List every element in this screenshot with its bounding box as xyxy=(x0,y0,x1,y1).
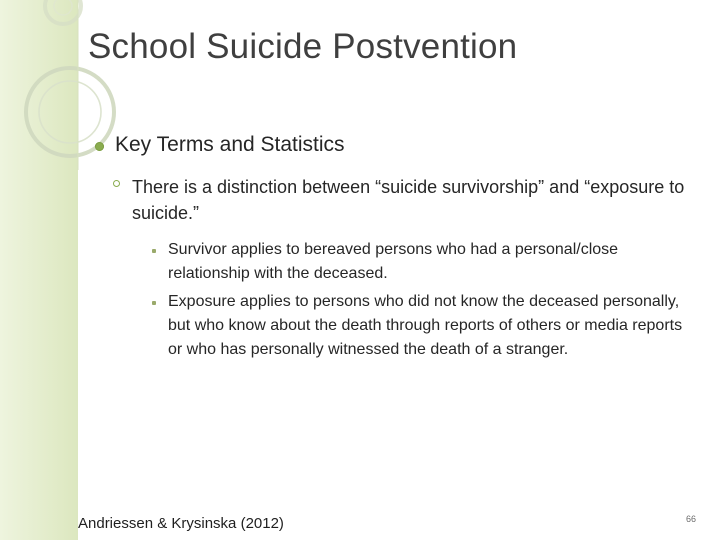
survivor-definition-text: Survivor applies to bereaved persons who had a personal/close relationship with the deceased. xyxy=(168,241,619,282)
page-number: 66 xyxy=(685,514,696,524)
citation: Andriessen & Krysinska (2012) xyxy=(78,515,284,532)
slide-content xyxy=(95,130,695,366)
slide-title: School Suicide Postvention xyxy=(88,27,518,66)
level-two-bullet xyxy=(113,174,717,226)
key-terms-heading: Key Terms and Statistics xyxy=(115,133,345,156)
level-one-bullet xyxy=(95,130,695,160)
exposure-definition-item xyxy=(152,290,697,362)
filled-circle-bullet-icon xyxy=(95,142,104,151)
exposure-definition-text: Exposure applies to persons who did not know the deceased personally, but who know about the death through reports of others or media reports or who has personally witnessed the death of a stranger. xyxy=(168,293,683,358)
small-square-bullet-icon xyxy=(152,249,156,253)
open-circle-bullet-icon xyxy=(113,180,120,187)
small-square-bullet-icon xyxy=(152,301,156,305)
survivor-definition-item xyxy=(152,238,697,286)
distinction-text: There is a distinction between “suicide survivorship” and “exposure to suicide.” xyxy=(132,177,685,223)
level-three-list xyxy=(152,238,697,362)
